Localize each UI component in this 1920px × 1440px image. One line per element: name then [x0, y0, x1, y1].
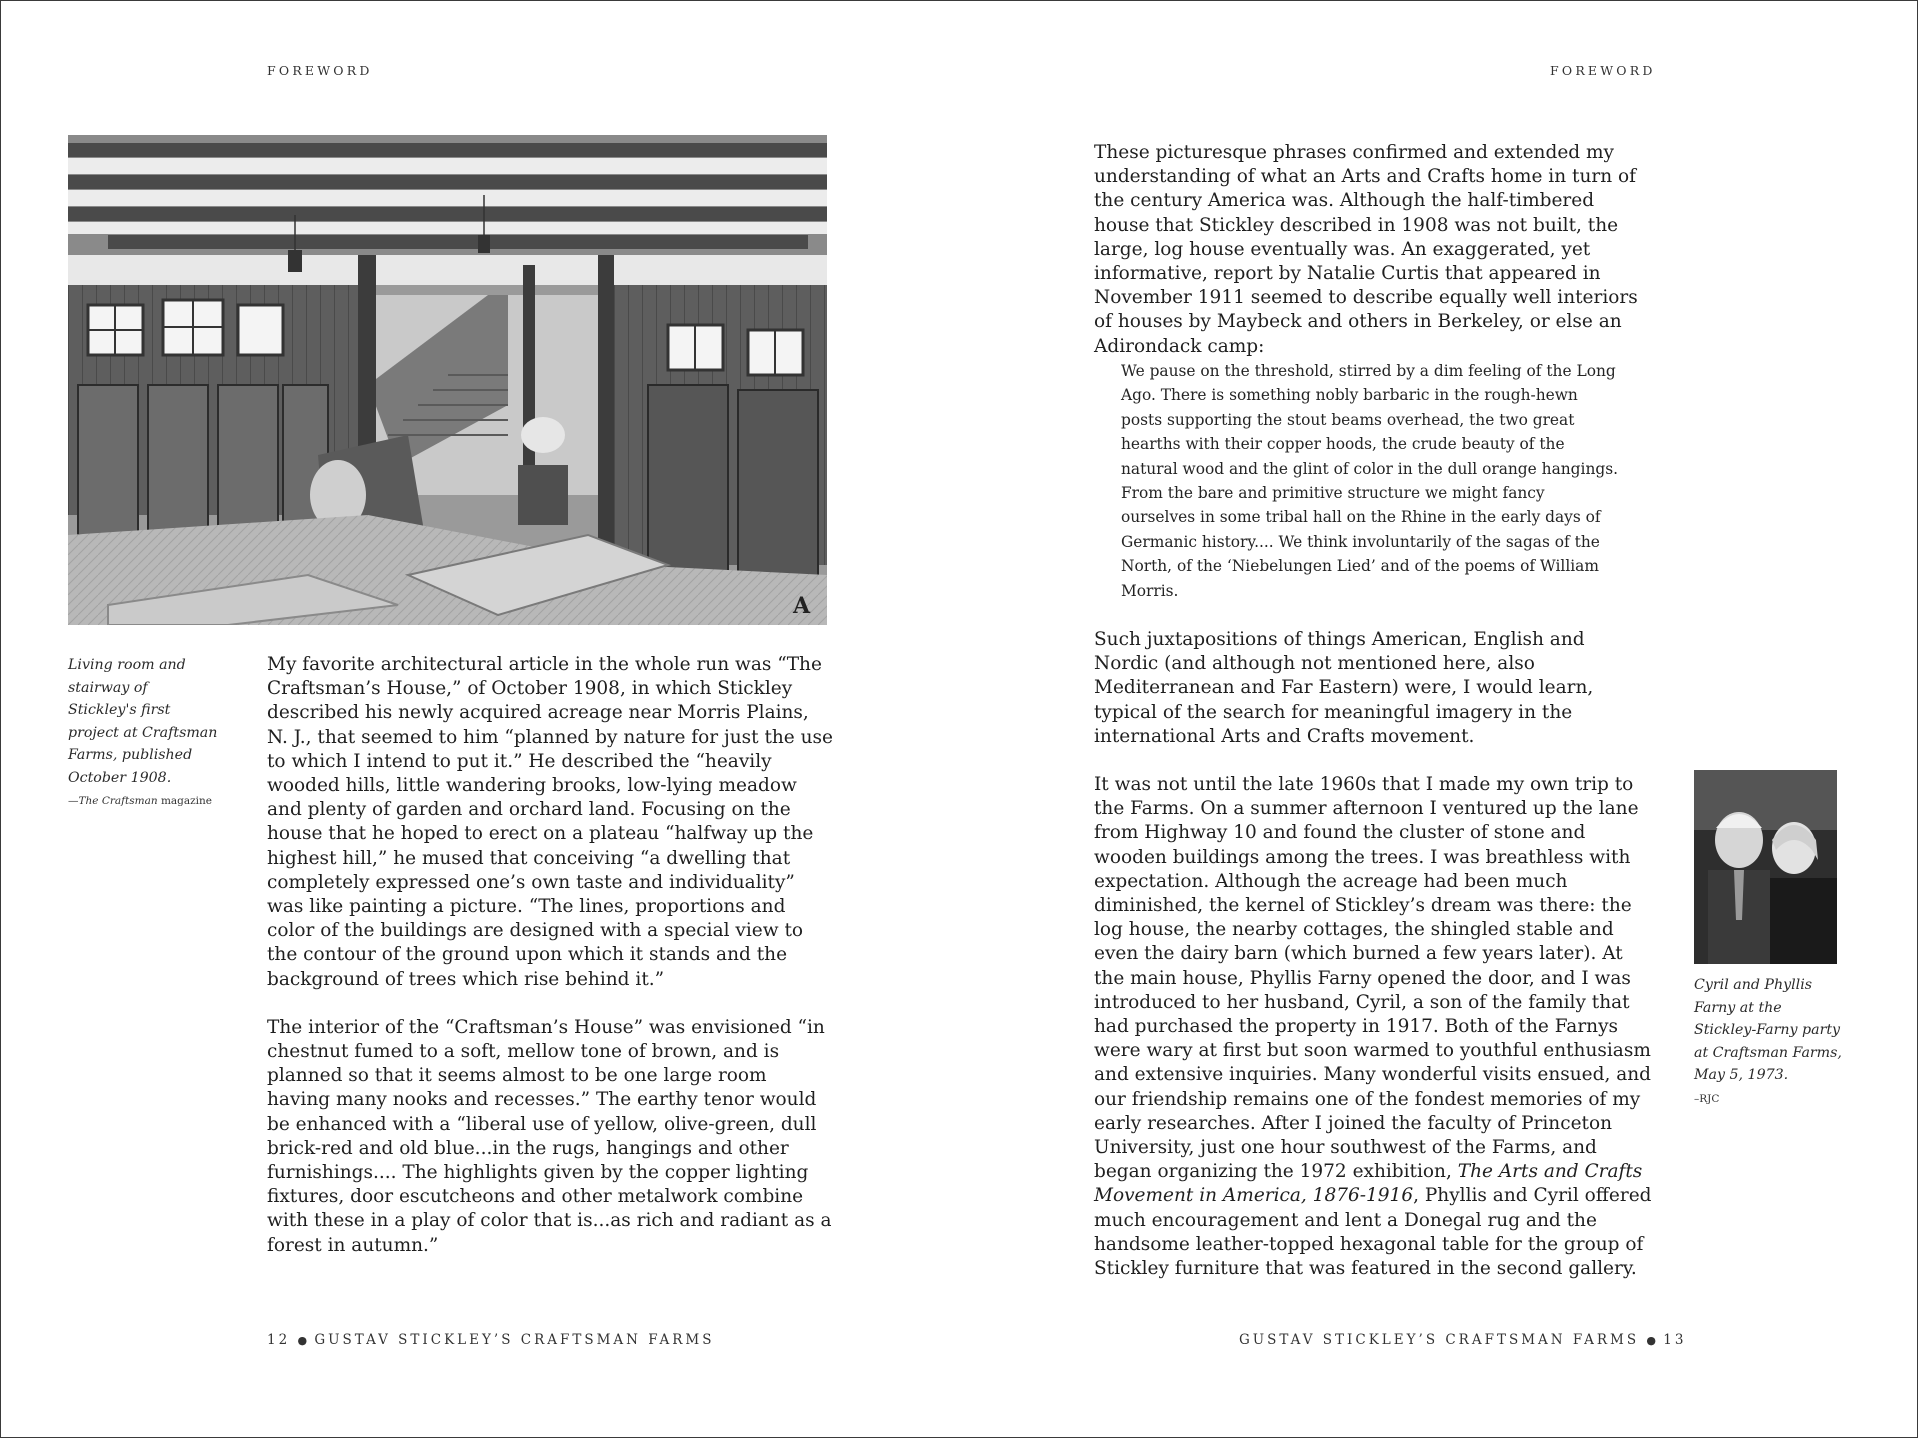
- craftsman-living-room-illustration: [68, 135, 827, 625]
- left-running-head: FOREWORD: [267, 63, 373, 78]
- right-paragraph-1: These picturesque phrases confirmed and extended my understanding of what an Arts and Crafts home in turn of the century America was. Although the half-timbered house that Stickley described in 1908 was not built, the large, log house eventually was. An exaggerated, yet informative, report by Natalie Curtis that appeared in November 1911 seemed to describe equally well interiors of houses by Maybeck and others in Berkeley, or else an Adirondack camp:: [1094, 142, 1638, 357]
- right-body-top: [1094, 141, 1654, 383]
- left-book-title: GUSTAV STICKLEY’S CRAFTSMAN FARMS: [314, 1332, 715, 1348]
- exhibition-title: The Arts and Crafts Movement in America, 1876-1916: [1094, 1161, 1643, 1207]
- right-page-number: 13: [1663, 1332, 1687, 1348]
- left-caption: [68, 654, 218, 809]
- block-quote: We pause on the threshold, stirred by a dim feeling of the Long Ago. There is something nobly barbaric in the rough-hewn posts supporting the stout beams overhead, the two great hearths with their copper hoods, the crude beauty of the natural wood and the glint of color in the dull orange hangings. From the bare and primitive structure we might fancy ourselves in some tribal hall on the Rhine in the early days of Germanic history.... We think involuntarily of the sagas of the North, of the ‘Niebelungen Lied’ and of the poems of William Morris.: [1121, 362, 1618, 600]
- farny-couple-photo: [1694, 770, 1837, 964]
- left-caption-text: Living room and stairway of Stickley's first project at Craftsman Farms, published October 1908.: [68, 657, 218, 786]
- left-paragraph-1: My favorite architectural article in the whole run was “The Craftsman’s House,” of October 1908, in which Stickley described his newly acquired acreage near Morris Plains, N. J., that seemed to him “planned by nature for just the use to which I intend to put it.” He described the “heavily wooded hills, little wandering brooks, low-lying meadow and plenty of garden and orchard land. Focusing on the house that he hoped to erect on a plateau “halfway up the highest hill,” he mused that conceiving “a dwelling that completely expressed one’s own taste and individuality” was like painting a picture. “The lines, proportions and color of the buildings are designed with a special view to the contour of the ground upon which it stands and the background of trees which rise behind it.”: [267, 654, 833, 990]
- illustration-signature: A: [793, 593, 811, 619]
- right-folio: [1239, 1332, 1686, 1348]
- left-paragraph-2: The interior of the “Craftsman’s House” was envisioned “in chestnut fumed to a soft, mellow tone of brown, and is planned so that it seems almost to be one large room having many nooks and recesses.” The earthy tenor would be enhanced with a “liberal use of yellow, olive-green, dull brick-red and old blue...in the rugs, hangings and other furnishings.... The highlights given by the copper lighting fixtures, door escutcheons and other metalwork combine with these in a play of color that is...as rich and radiant as a forest in autumn.”: [267, 1016, 832, 1256]
- right-paragraph-3: [1094, 773, 1654, 1281]
- left-body-text: [267, 653, 835, 1282]
- right-paragraph-2: Such juxtapositions of things American, English and Nordic (and although not mentioned here, also Mediterranean and Far Eastern) were, I would learn, typical of the search for meaningful imagery in the international Arts and Crafts movement.: [1094, 629, 1594, 747]
- left-caption-credit: [68, 793, 218, 809]
- right-caption-text: Cyril and Phyllis Farny at the Stickley-Farny party at Craftsman Farms, May 5, 1973.: [1694, 977, 1842, 1083]
- right-caption-credit: –RJC: [1694, 1092, 1720, 1105]
- left-page-number: 12: [267, 1332, 291, 1348]
- paragraph-3-text-b: , Phyllis and Cyril offered much encouragement and lent a Donegal rug and the handsome leather-topped hexagonal table for the group of Stickley furniture that was featured in the second gallery.: [1094, 1185, 1652, 1280]
- folio-bullet-icon: ●: [297, 1334, 308, 1347]
- right-body-bottom: [1094, 628, 1654, 1305]
- right-book-title: GUSTAV STICKLEY’S CRAFTSMAN FARMS: [1239, 1332, 1640, 1348]
- right-caption: [1694, 974, 1844, 1107]
- right-running-head: FOREWORD: [1550, 63, 1656, 78]
- paragraph-3-text-a: It was not until the late 1960s that I made my own trip to the Farms. On a summer afternoon I ventured up the lane from Highway 10 and found the cluster of stone and wooden buildings among the trees. I was breathless with expectation. Although the acreage had been much diminished, the kernel of Stickley’s dream was there: the log house, the nearby cottages, the shingled stable and even the dairy barn (which burned a few years later). At the main house, Phyllis Farny opened the door, and I was introduced to her husband, Cyril, a son of the family that had purchased the property in 1917. Both of the Farnys were wary at first but soon warmed to youthful enthusiasm and extensive inquiries. Many wonderful visits ensued, and our friendship remains one of the fondest memories of my early researches. After I joined the faculty of Princeton University, just one hour southwest of the Farms, and began organizing the 1972 exhibition,: [1094, 774, 1652, 1183]
- credit-source: The Craftsman: [78, 795, 158, 807]
- left-folio: [267, 1332, 714, 1348]
- folio-bullet-icon: ●: [1646, 1334, 1656, 1347]
- credit-prefix: —: [68, 795, 79, 807]
- credit-suffix: magazine: [160, 795, 213, 807]
